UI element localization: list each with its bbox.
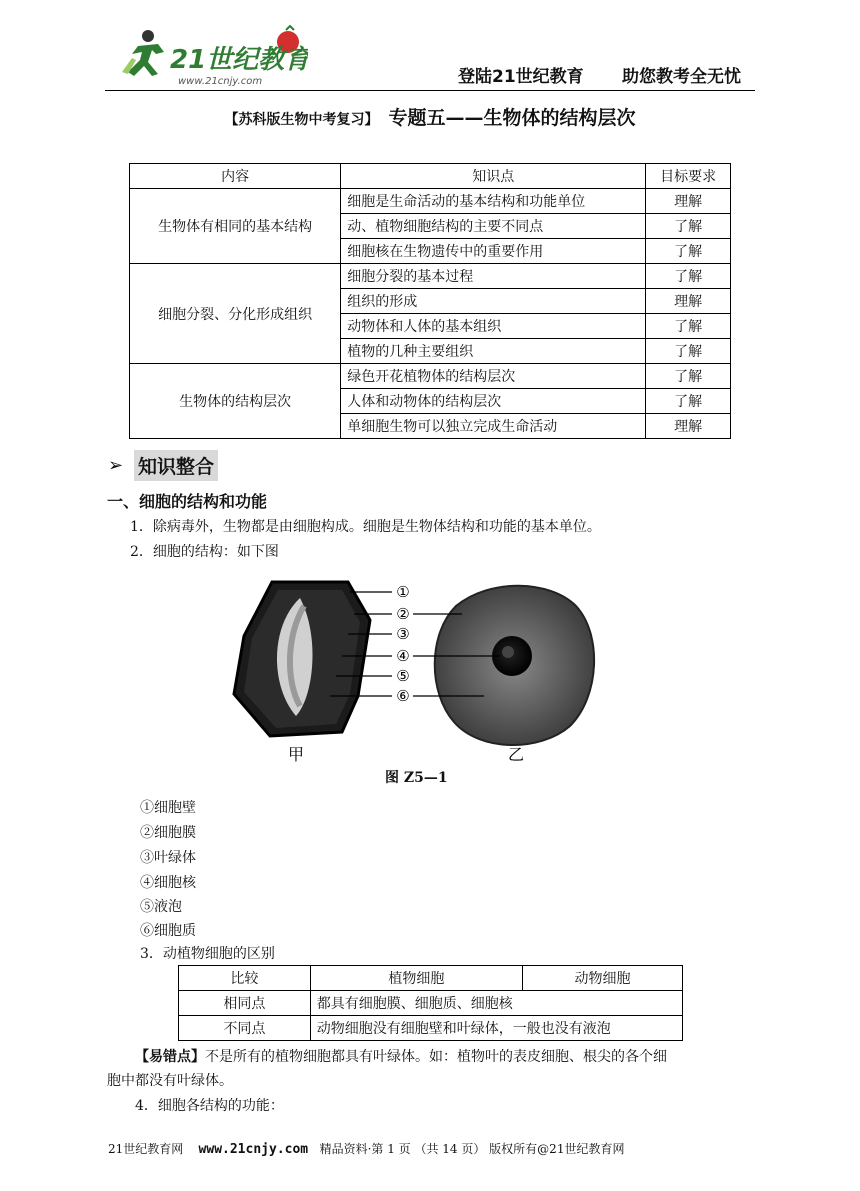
level-cell: 了解 <box>646 364 731 389</box>
point-cell: 植物的几种主要组织 <box>341 339 646 364</box>
point-cell: 单细胞生物可以独立完成生命活动 <box>341 414 646 439</box>
level-cell: 理解 <box>646 289 731 314</box>
document-title <box>0 103 860 130</box>
page-footer <box>108 1140 624 1157</box>
logo-text: 21世纪教育 <box>170 45 308 75</box>
header-cell: 知识点 <box>341 164 646 189</box>
tip-text: 不是所有的植物细胞都具有叶绿体。如：植物叶的表皮细胞、根尖的各个细 <box>205 1049 667 1065</box>
point-cell: 组织的形成 <box>341 289 646 314</box>
footer-site: 21世纪教育网 <box>108 1142 184 1156</box>
legend-item: ②细胞膜 <box>140 825 196 841</box>
legend-item: ⑥细胞质 <box>140 923 196 939</box>
row-label: 相同点 <box>179 991 311 1016</box>
legend-item: ④细胞核 <box>140 875 196 891</box>
content-cell: 细胞分裂、分化形成组织 <box>130 264 341 364</box>
table-row <box>130 264 731 289</box>
callout-6: ⑥ <box>396 687 410 705</box>
footer-page-info: 精品资料·第 1 页 （共 14 页） 版权所有@21世纪教育网 <box>319 1142 625 1156</box>
paragraph-2: 2．细胞的结构：如下图 <box>130 544 279 560</box>
header-cell: 植物细胞 <box>310 966 522 991</box>
table-row <box>130 189 731 214</box>
footer-url[interactable]: www.21cnjy.com <box>198 1142 309 1157</box>
section-arrow-icon: ➢ <box>108 455 124 476</box>
callout-1: ① <box>396 583 410 601</box>
point-cell: 人体和动物体的结构层次 <box>341 389 646 414</box>
table-row <box>179 991 683 1016</box>
table-row <box>130 364 731 389</box>
logo-url: www.21cnjy.com <box>178 76 263 87</box>
header-cell: 动物细胞 <box>523 966 683 991</box>
point-cell: 动、植物细胞结构的主要不同点 <box>341 214 646 239</box>
callout-2: ② <box>396 605 410 623</box>
title-main: 专题五——生物体的结构层次 <box>388 107 636 129</box>
animal-cell <box>435 586 594 745</box>
header-divider <box>105 90 755 91</box>
row-label: 不同点 <box>179 1016 311 1041</box>
subsection-title: 一、细胞的结构和功能 <box>107 492 268 511</box>
level-cell: 了解 <box>646 339 731 364</box>
header-cell: 比较 <box>179 966 311 991</box>
row-text: 动物细胞没有细胞壁和叶绿体，一般也没有液泡 <box>310 1016 682 1041</box>
section-title: 知识整合 <box>134 450 218 481</box>
content-cell: 生物体的结构层次 <box>130 364 341 439</box>
row-text: 都具有细胞膜、细胞质、细胞核 <box>310 991 682 1016</box>
point-cell: 细胞核在生物遗传中的重要作用 <box>341 239 646 264</box>
slogan-right: 助您教考全无忧 <box>622 67 741 87</box>
tip-line-1 <box>135 1046 667 1066</box>
paragraph-1: 1．除病毒外，生物都是由细胞构成。细胞是生物体结构和功能的基本单位。 <box>130 519 601 535</box>
figure-caption: 图 Z5—1 <box>385 770 448 786</box>
label-yi: 乙 <box>507 745 525 764</box>
title-bracket: 【苏科版生物中考复习】 <box>224 112 379 128</box>
legend-item: ⑤液泡 <box>140 899 182 915</box>
plant-cell <box>234 582 370 736</box>
content-cell: 生物体有相同的基本结构 <box>130 189 341 264</box>
level-cell: 理解 <box>646 189 731 214</box>
point-cell: 绿色开花植物体的结构层次 <box>341 364 646 389</box>
runner-icon <box>122 30 164 76</box>
label-jia: 甲 <box>287 745 305 764</box>
level-cell: 了解 <box>646 314 731 339</box>
level-cell: 了解 <box>646 389 731 414</box>
slogan-left: 登陆21世纪教育 <box>458 67 584 87</box>
point-cell: 细胞分裂的基本过程 <box>341 264 646 289</box>
level-cell: 了解 <box>646 264 731 289</box>
level-cell: 了解 <box>646 214 731 239</box>
paragraph-4: 4．细胞各结构的功能： <box>135 1098 284 1114</box>
objectives-table <box>129 163 731 439</box>
callout-3: ③ <box>396 625 410 643</box>
table-header-row <box>130 164 731 189</box>
table-header-row <box>179 966 683 991</box>
tip-line-2: 胞中都没有叶绿体。 <box>107 1073 233 1089</box>
tip-label: 【易错点】 <box>135 1049 205 1065</box>
callout-5: ⑤ <box>396 667 410 685</box>
level-cell: 了解 <box>646 239 731 264</box>
paragraph-3: 3．动植物细胞的区别 <box>140 946 275 962</box>
comparison-table <box>178 965 683 1041</box>
header-cell: 目标要求 <box>646 164 731 189</box>
cell-diagram <box>230 576 630 766</box>
point-cell: 动物体和人体的基本组织 <box>341 314 646 339</box>
legend-item: ③叶绿体 <box>140 850 196 866</box>
point-cell: 细胞是生命活动的基本结构和功能单位 <box>341 189 646 214</box>
level-cell: 理解 <box>646 414 731 439</box>
legend-item: ①细胞壁 <box>140 800 196 816</box>
table-row <box>179 1016 683 1041</box>
header-cell: 内容 <box>130 164 341 189</box>
callout-4: ④ <box>396 647 410 665</box>
site-logo <box>118 22 308 92</box>
